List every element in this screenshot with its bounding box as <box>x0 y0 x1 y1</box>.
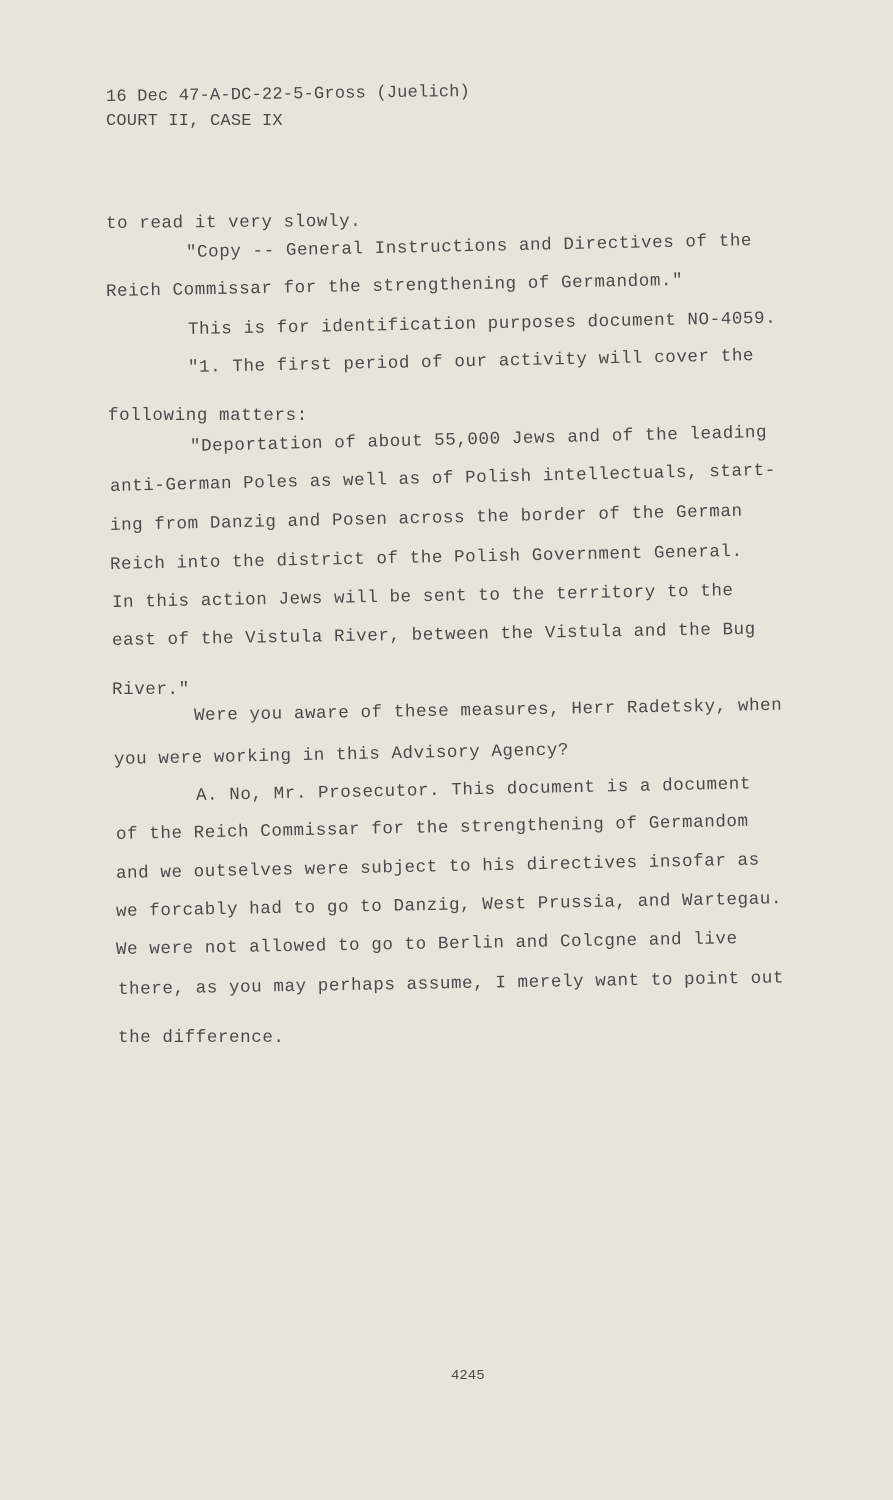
body-line: "1. The first period of our activity will cover the <box>187 346 755 378</box>
body-line: A. No, Mr. Prosecutor. This document is a document <box>195 774 752 806</box>
body-line: River." <box>112 680 190 700</box>
body-line: east of the Vistula River, between the Vistula and the Bug <box>111 619 756 651</box>
body-line: we forcably had to go to Danzig, West Prussia, and Wartegau. <box>115 889 783 922</box>
body-line: This is for identification purposes document NO-4059. <box>187 308 777 340</box>
body-line: anti-German Poles as well as of Polish intellectuals, start- <box>109 460 777 497</box>
body-line: Reich into the district of the Polish Government General. <box>109 541 743 575</box>
body-line: of the Reich Commissar for the strengthening of Germandom <box>115 811 749 845</box>
header-line-1: 16 Dec 47-A-DC-22-5-Gross (Juelich) <box>105 82 471 107</box>
body-line: there, as you may perhaps assume, I merely want to point out <box>117 968 785 1000</box>
body-line: "Copy -- General Instructions and Directives of the <box>185 231 753 263</box>
body-line: to read it very slowly. <box>105 211 362 234</box>
body-line: ing from Danzig and Posen across the border of the German <box>109 501 743 536</box>
body-line: In this action Jews will be sent to the territory to the <box>111 581 734 613</box>
body-line: the difference. <box>118 1028 285 1048</box>
body-line: Were you aware of these measures, Herr Radetsky, when <box>193 695 783 726</box>
body-line: following matters: <box>108 406 308 426</box>
body-line: Reich Commissar for the strengthening of Germandom." <box>105 270 684 302</box>
body-line: you were working in this Advisory Agency? <box>113 740 570 770</box>
body-line: We were not allowed to go to Berlin and Colcgne and live <box>115 929 738 960</box>
body-line: "Deportation of about 55,000 Jews and of the leading <box>189 422 768 457</box>
body-line: and we outselves were subject to his directives insofar as <box>115 850 760 884</box>
page-number: 4245 <box>451 1368 485 1384</box>
header-line-2: COURT II, CASE IX <box>106 112 283 131</box>
